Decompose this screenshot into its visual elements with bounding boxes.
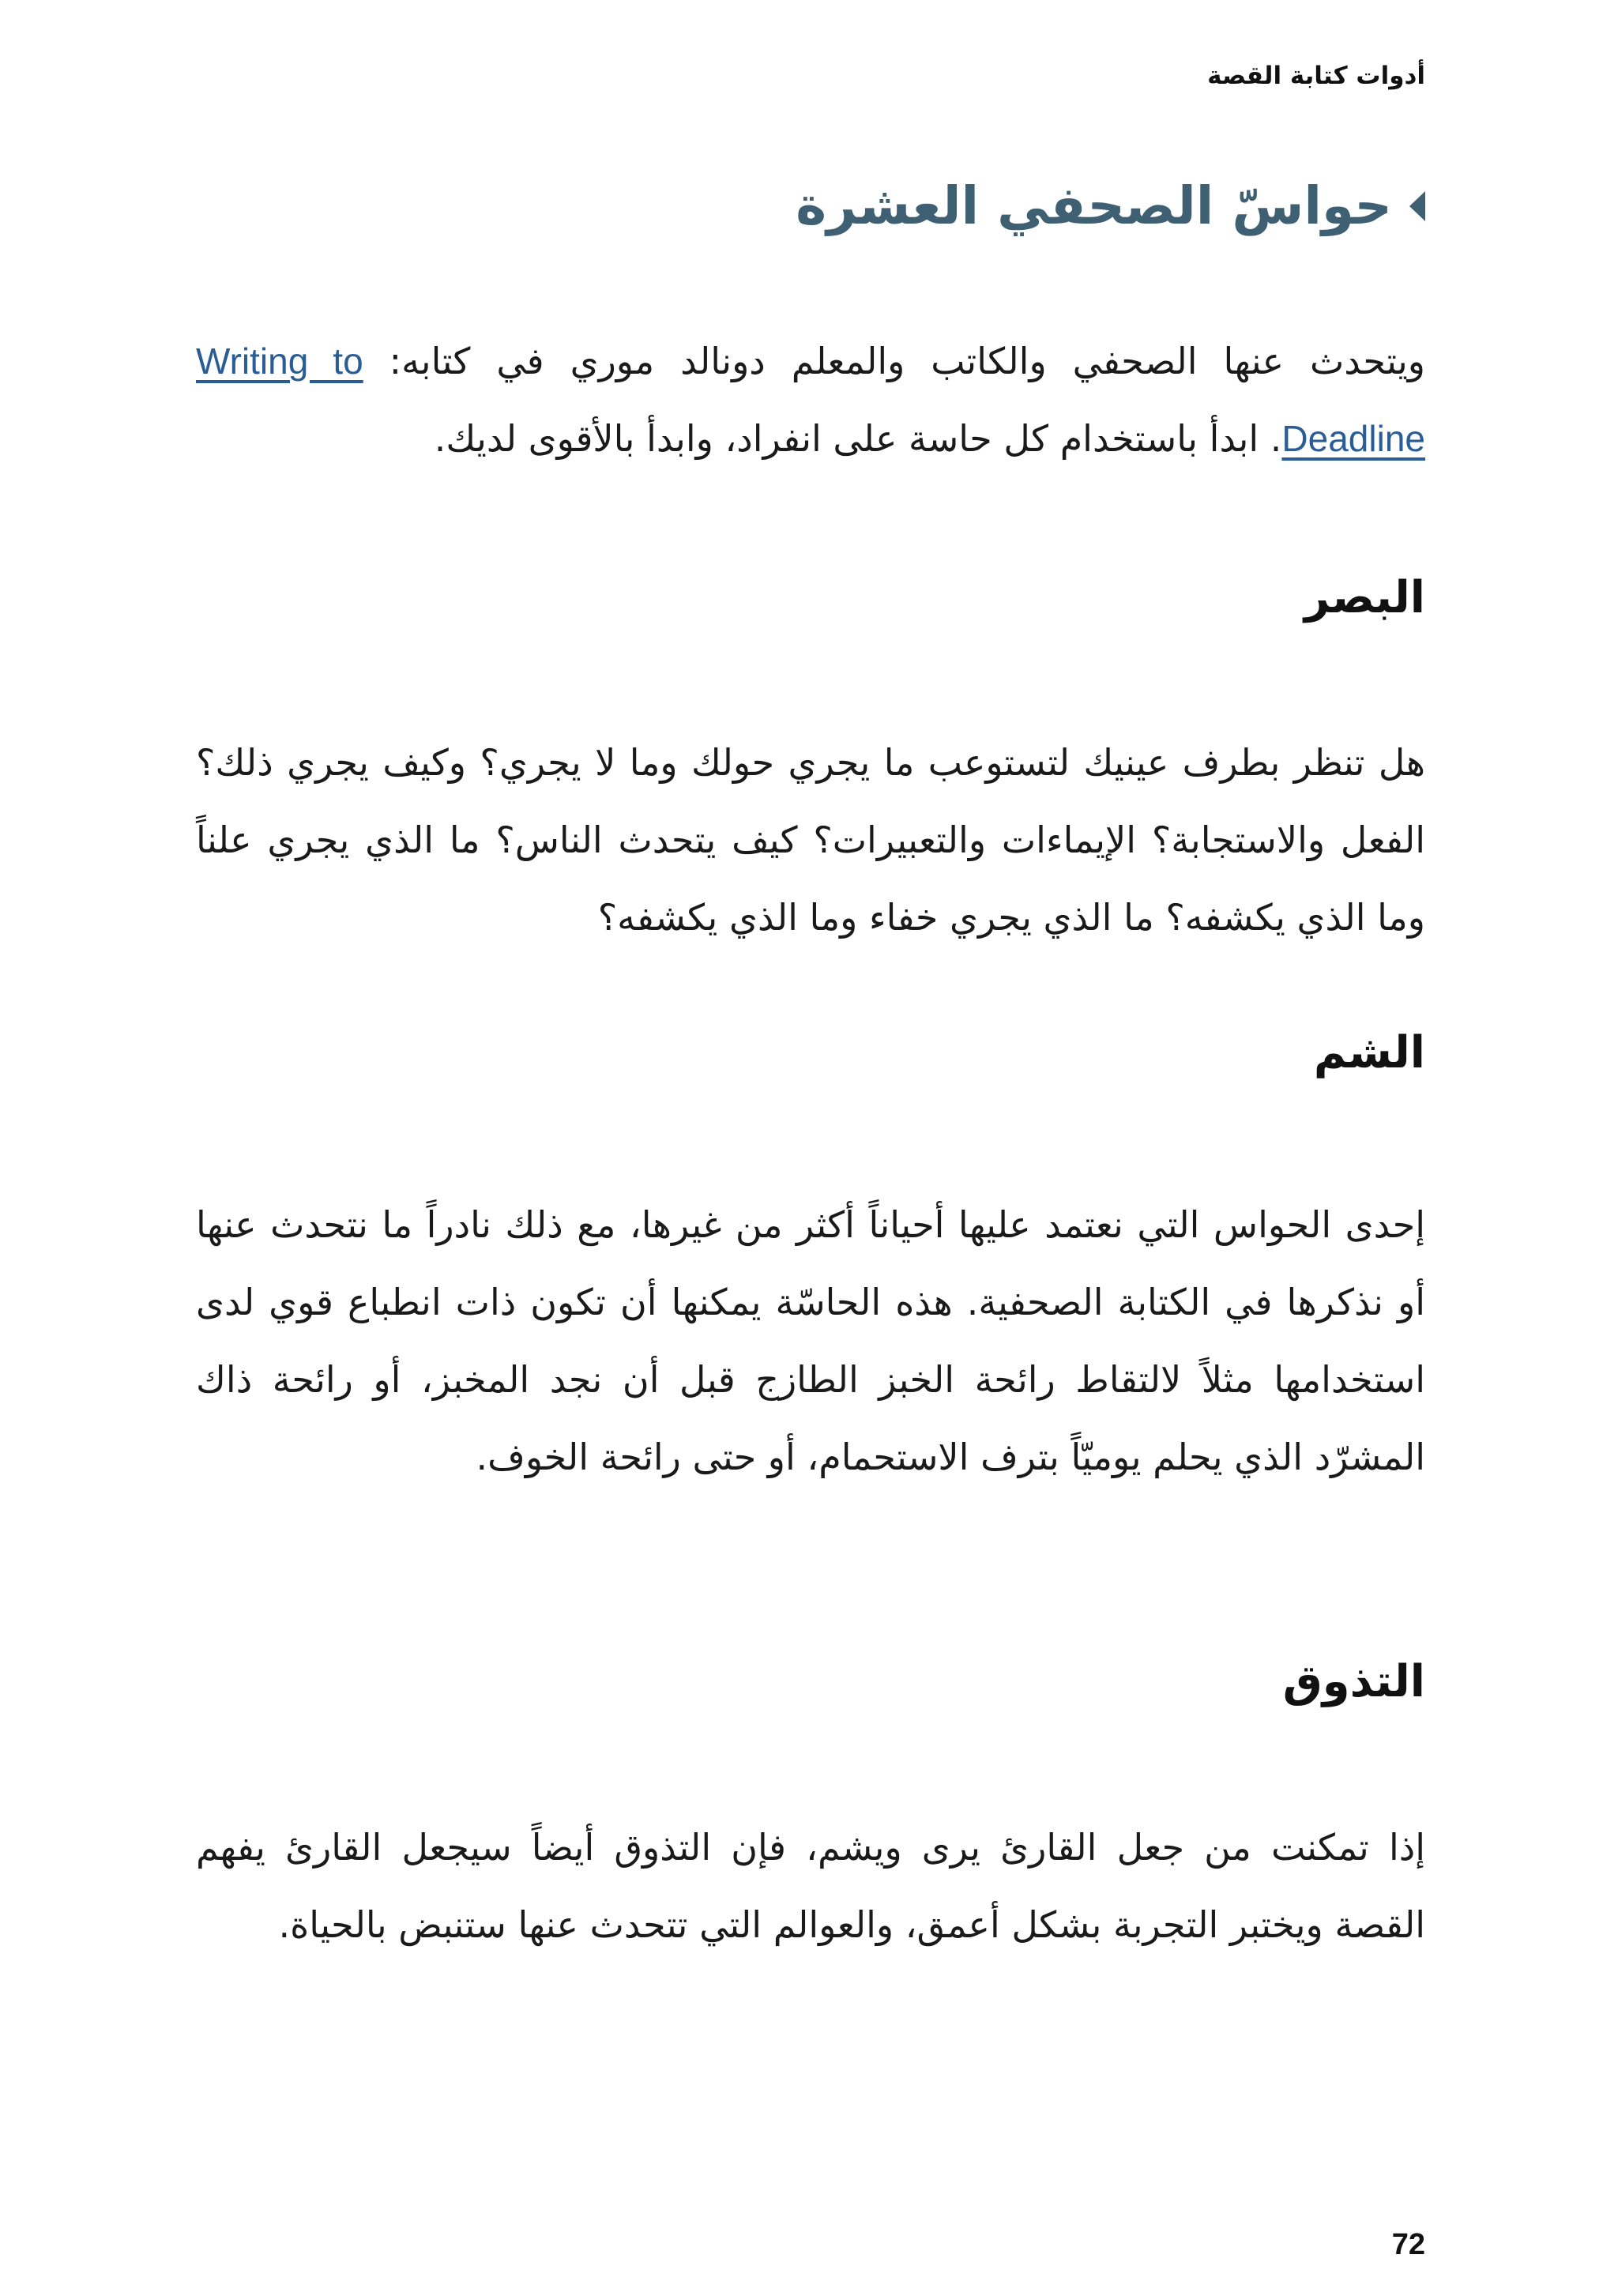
heading-sight: البصر [1304,572,1425,623]
intro-text-before-link: ويتحدث عنها الصحفي والكاتب والمعلم دونالد موري في كتابه: [363,340,1425,382]
section-title [796,175,1425,236]
paragraph-taste: إذا تمكنت من جعل القارئ يرى ويشم، فإن التذوق أيضاً سيجعل القارئ يفهم القصة ويختبر التجربة بشكل أعمق، والعوالم التي تتحدث عنها ستنبض بالحياة. [196,1826,1425,1946]
paragraph-smell: إحدى الحواس التي نعتمد عليها أحياناً أكثر من غيرها، مع ذلك نادراً ما نتحدث عنها أو نذكرها في الكتابة الصحفية. هذه الحاسّة يمكنها أن تكون ذات انطباع قوي لدى استخدامها مثلاً لالتقاط رائحة الخبز الطازج قبل أن نجد المخبز، أو رائحة ذاك المشرّد الذي يحلم يوميّاً بترف الاستحمام، أو حتى رائحة الخوف. [196,1203,1425,1478]
running-header: أدوات كتابة القصة [1207,62,1425,90]
page-number: 72 [1391,2228,1425,2261]
document-page [196,0,1425,2296]
heading-smell: الشم [1313,1027,1425,1078]
intro-text-after-link: . ابدأ باستخدام كل حاسة على انفراد، وابدأ بالأقوى لديك. [434,417,1282,460]
paragraph-sight: هل تنظر بطرف عينيك لتستوعب ما يجري حولك وما لا يجري؟ وكيف يجري ذلك؟ الفعل والاستجابة؟ الإيماءات والتعبيرات؟ كيف يتحدث الناس؟ ما الذي يجري علناً وما الذي يكشفه؟ ما الذي يجري خفاء وما الذي يكشفه؟ [196,741,1425,939]
intro-paragraph [196,322,1425,477]
heading-taste: التذوق [1282,1656,1425,1707]
book-title-link[interactable]: Writing to Deadline [196,341,1425,459]
triangle-marker-icon [1409,191,1425,221]
section-title-text: حواسّ الصحفي العشرة [796,175,1392,236]
